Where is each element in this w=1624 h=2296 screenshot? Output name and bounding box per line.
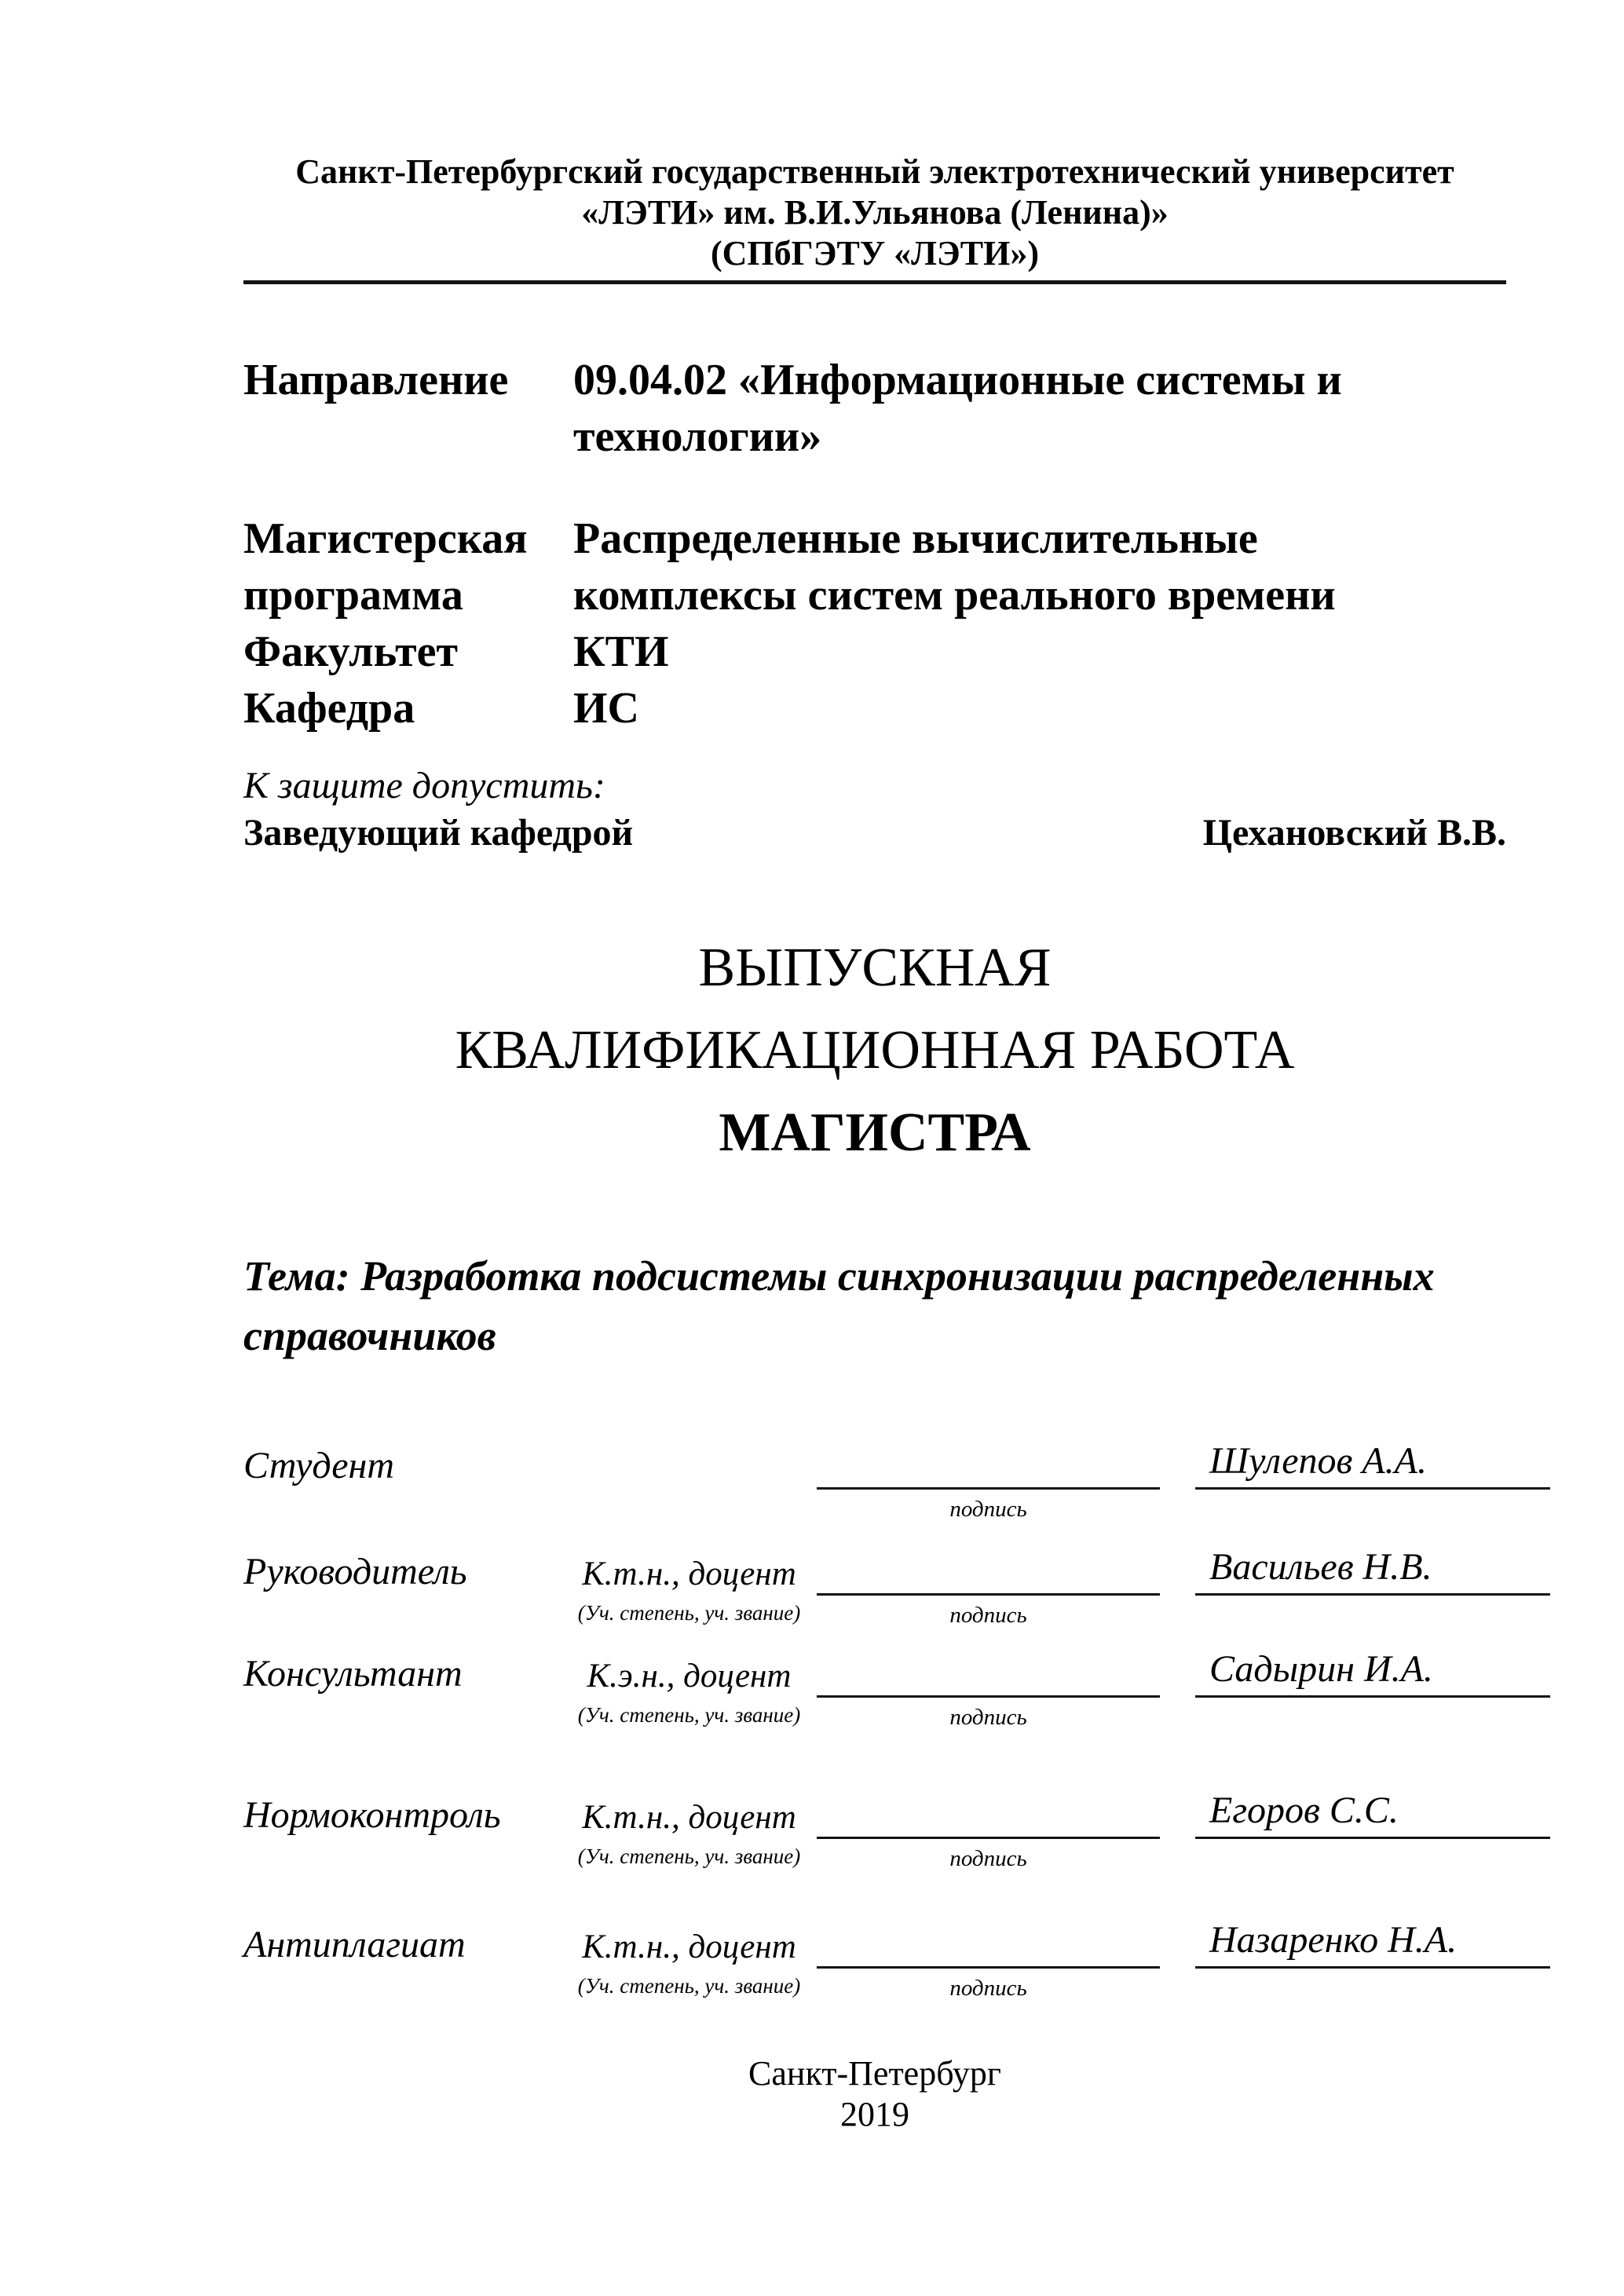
signature-degree: К.т.н., доцент bbox=[582, 1929, 796, 1965]
signature-name: Назаренко Н.А. bbox=[1209, 1919, 1458, 1961]
footer-city: Санкт-Петербург bbox=[748, 2054, 1001, 2093]
signature-role: Консультант bbox=[243, 1653, 463, 1695]
field-master-program-label bbox=[243, 510, 573, 623]
field-faculty bbox=[243, 623, 1624, 680]
signature-degree: К.т.н., доцент bbox=[582, 1799, 796, 1836]
signature-role: Студент bbox=[243, 1445, 394, 1486]
header-divider bbox=[243, 280, 1506, 284]
signature-name-underline bbox=[1195, 1917, 1550, 1969]
signature-role: Нормоконтроль bbox=[243, 1794, 501, 1836]
signature-role: Антиплагиат bbox=[243, 1924, 466, 1965]
thesis-topic-line2: справочников bbox=[243, 1312, 496, 1359]
signature-name: Шулепов А.А. bbox=[1209, 1440, 1427, 1482]
field-direction-label: Направление bbox=[243, 356, 509, 404]
signature-name-underline bbox=[1195, 1544, 1550, 1596]
signature-name-underline bbox=[1195, 1646, 1550, 1698]
department-head-label: Заведующий кафедрой bbox=[243, 812, 634, 854]
university-name-line3: (СПбГЭТУ «ЛЭТИ») bbox=[711, 234, 1039, 272]
signature-line bbox=[817, 1593, 1160, 1596]
university-name-line1: Санкт-Петербургский государственный электротехнический университет bbox=[295, 152, 1454, 191]
field-direction-value-line2: технологии» bbox=[573, 412, 822, 461]
university-name-line2: «ЛЭТИ» им. В.И.Ульянова (Ленина)» bbox=[581, 193, 1169, 232]
field-faculty-label: Факультет bbox=[243, 627, 458, 676]
signature-degree: К.т.н., доцент bbox=[582, 1556, 796, 1592]
footer bbox=[243, 2053, 1506, 2135]
footer-year: 2019 bbox=[840, 2095, 909, 2133]
field-master-program bbox=[243, 510, 1624, 623]
field-direction-value-line1: 09.04.02 «Информационные системы и bbox=[573, 356, 1342, 404]
field-master-program-value-line2: комплексы систем реального времени bbox=[573, 571, 1336, 620]
field-master-program-label-line2: программа bbox=[243, 571, 463, 620]
field-department-value: ИС bbox=[573, 684, 639, 733]
signature-name-underline bbox=[1195, 1787, 1550, 1839]
field-department-label: Кафедра bbox=[243, 684, 415, 733]
department-head-name: Цехановский В.В. bbox=[1202, 812, 1506, 854]
signature-degree-note: (Уч. степень, уч. звание) bbox=[577, 1703, 801, 1727]
field-master-program-value-line1: Распределенные вычислительные bbox=[573, 514, 1258, 563]
signature-caption: подпись bbox=[949, 1603, 1027, 1628]
work-title-line3: МАГИСТРА bbox=[719, 1102, 1031, 1163]
signature-table bbox=[243, 1440, 1624, 2017]
signature-line bbox=[817, 1695, 1160, 1698]
work-title-line1: ВЫПУСКНАЯ bbox=[698, 938, 1052, 998]
work-title bbox=[243, 927, 1506, 1174]
field-master-program-label-line1: Магистерская bbox=[243, 514, 528, 563]
department-head-row bbox=[243, 810, 1506, 856]
thesis-topic-line1: Тема: Разработка подсистемы синхронизации распределенных bbox=[243, 1252, 1435, 1300]
signature-row-antiplagiarism bbox=[243, 1919, 1624, 2017]
signature-row-normcontrol bbox=[243, 1790, 1624, 1923]
signature-caption: подпись bbox=[949, 1497, 1027, 1522]
signature-degree-note: (Уч. степень, уч. звание) bbox=[577, 1601, 801, 1625]
signature-degree: К.э.н., доцент bbox=[587, 1658, 792, 1695]
field-direction-value bbox=[573, 352, 1624, 465]
signature-name: Садырин И.А. bbox=[1209, 1648, 1433, 1690]
signature-role: Руководитель bbox=[243, 1551, 467, 1592]
signature-row-consultant bbox=[243, 1648, 1624, 1793]
work-title-line2: КВАЛИФИКАЦИОННАЯ РАБОТА bbox=[455, 1020, 1295, 1080]
signature-row-student bbox=[243, 1440, 1624, 1550]
signature-name: Егоров С.С. bbox=[1209, 1790, 1399, 1831]
program-fields bbox=[243, 352, 1624, 737]
signature-degree-note: (Уч. степень, уч. звание) bbox=[577, 1844, 801, 1868]
signature-caption: подпись bbox=[949, 1846, 1027, 1871]
signature-name: Васильев Н.В. bbox=[1209, 1546, 1432, 1588]
admission-permit-text: К защите допустить: bbox=[243, 765, 605, 806]
signature-line bbox=[817, 1487, 1160, 1490]
signature-caption: подпись bbox=[949, 1705, 1027, 1730]
thesis-topic bbox=[243, 1246, 1624, 1366]
signature-line bbox=[817, 1837, 1160, 1839]
university-header bbox=[243, 0, 1506, 274]
signature-row-supervisor bbox=[243, 1546, 1624, 1652]
signature-line bbox=[817, 1966, 1160, 1969]
signature-degree-note: (Уч. степень, уч. звание) bbox=[577, 1974, 801, 1998]
field-direction bbox=[243, 352, 1624, 465]
field-master-program-value bbox=[573, 510, 1624, 623]
signature-name-underline bbox=[1195, 1438, 1550, 1490]
signature-caption: подпись bbox=[949, 1976, 1027, 2001]
field-department bbox=[243, 680, 1624, 737]
field-faculty-value: КТИ bbox=[573, 627, 669, 676]
